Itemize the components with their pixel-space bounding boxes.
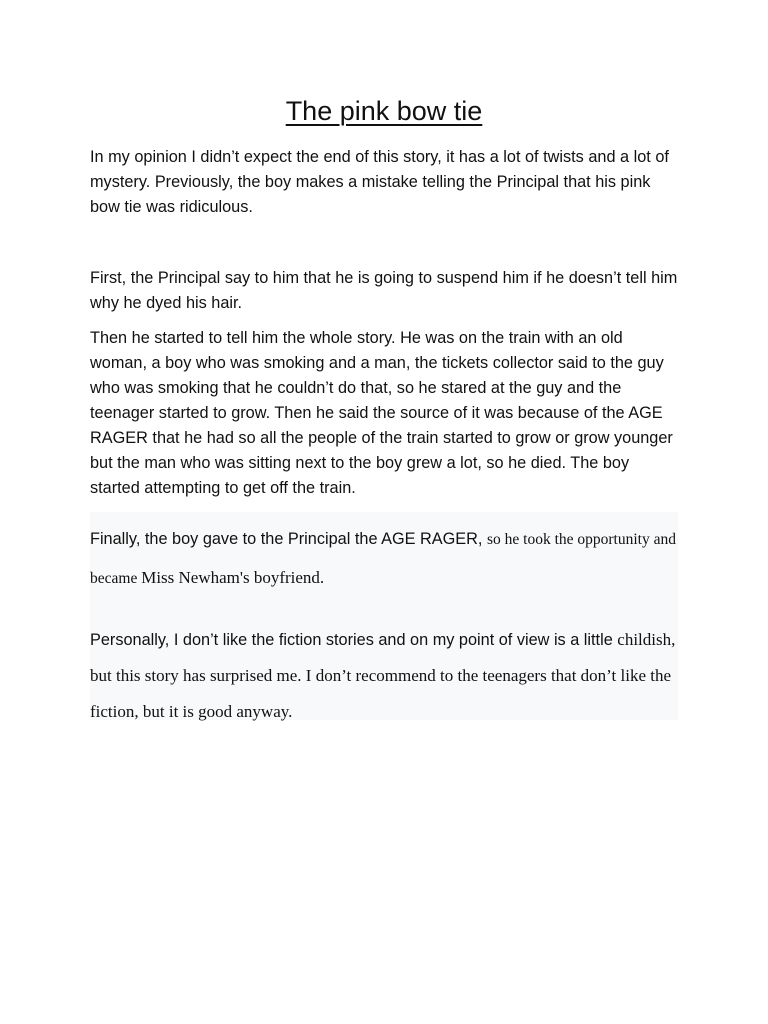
paragraph-finally-part1: Finally, the boy gave to the Principal the AGE RAGER, — [90, 530, 487, 548]
paragraph-finally-part3: Miss Newham's boyfriend. — [141, 568, 325, 587]
paragraph-opinion: In my opinion I didn’t expect the end of this story, it has a lot of twists and a lot of mystery. Previously, the boy makes a mistake telling the Principal that his pink bow tie was ridiculous. — [90, 148, 669, 216]
document-title: The pink bow tie — [285, 96, 483, 126]
paragraph-finally-part2: so he took the opportunity and became — [90, 531, 676, 587]
paragraph-personally-part2: childish, but this story has surprised me. I don’t recommend to the teenagers that don’t like the fiction, but it is good anyway. — [90, 630, 676, 721]
paragraph-story: Then he started to tell him the whole story. He was on the train with an old woman, a boy who was smoking and a man, the tickets collector said to the guy who was smoking that he couldn’t do that, so he stared at the guy and the teenager started to grow. Then he said the source of it was because of the AGE RAGER that he had so all the people of the train started to grow or grow younger but the man who was sitting next to the boy grew a lot, so he died. The boy started attempting to get off the train. — [90, 329, 673, 497]
paragraph-finally — [90, 520, 678, 598]
highlighted-section — [90, 512, 678, 720]
paragraph-first: First, the Principal say to him that he is going to suspend him if he doesn’t tell him why he dyed his hair. — [90, 269, 678, 312]
paragraph-personally — [90, 622, 678, 730]
paragraph-personally-part1: Personally, I don’t like the fiction stories and on my point of view is a little — [90, 631, 618, 649]
